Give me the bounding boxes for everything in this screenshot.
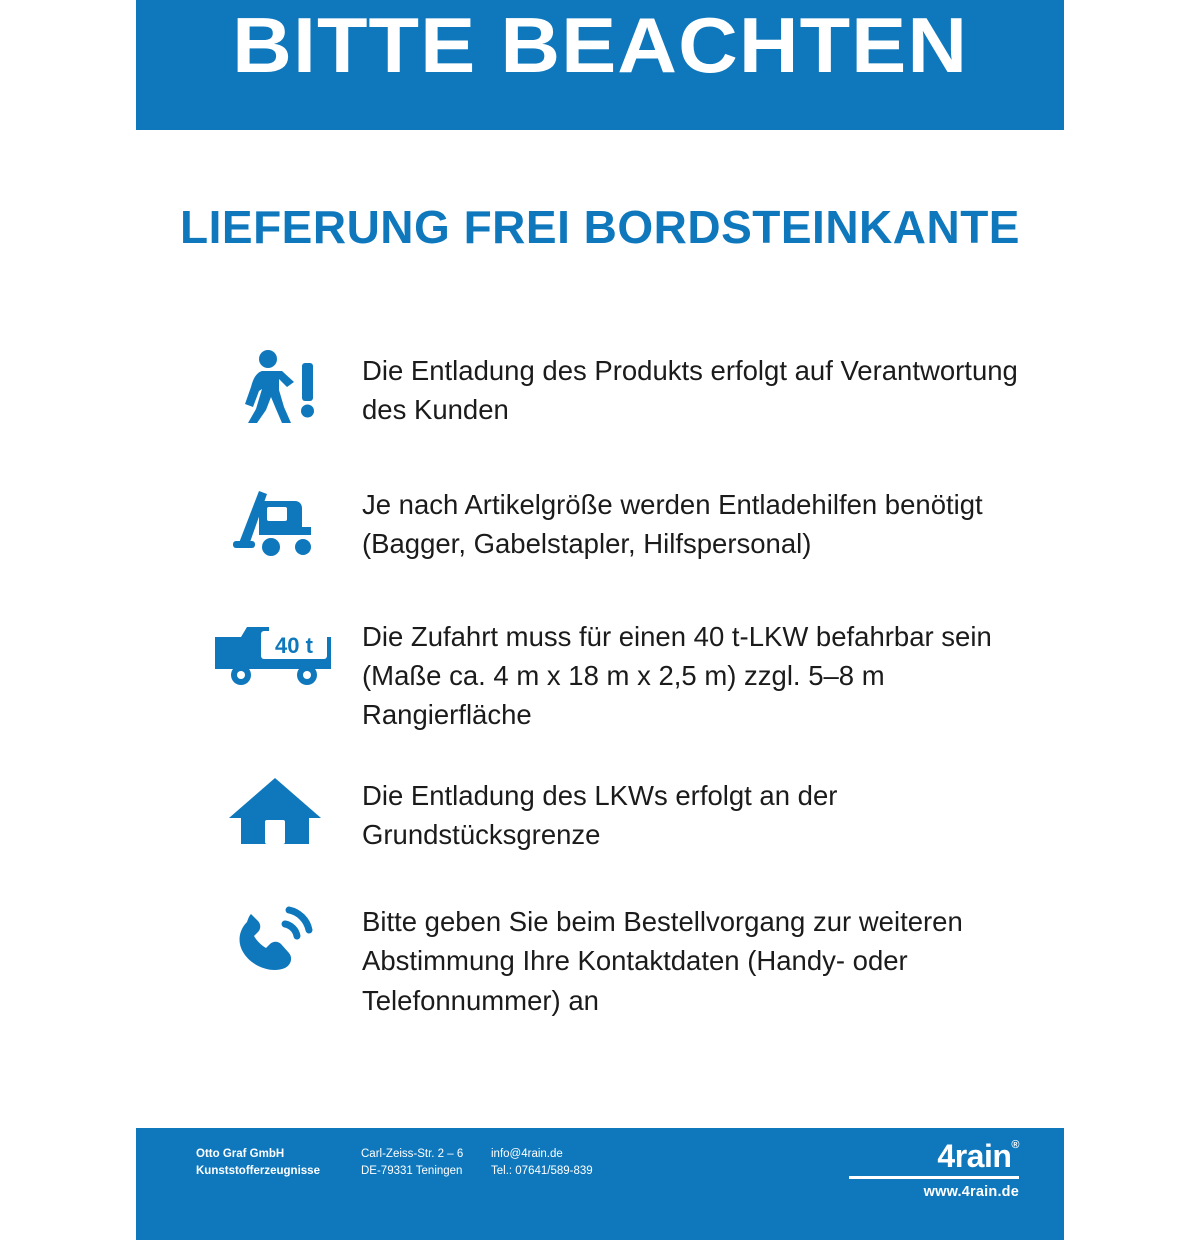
truck-icon xyxy=(200,611,350,691)
footer-phone: Tel.: 07641/589-839 xyxy=(491,1165,593,1178)
logo-divider xyxy=(849,1176,1019,1179)
list-item-text: Bitte geben Sie beim Bestellvorgang zur weiteren Abstimmung Ihre Kontaktdaten (Handy- oder Telefonnummer) an xyxy=(362,906,963,1016)
list-item xyxy=(200,611,1030,734)
list-item-text: Je nach Artikelgröße werden Entladehilfen benötigt (Bagger, Gabelstapler, Hilfspersonal) xyxy=(362,489,983,560)
logo-registered-mark: ® xyxy=(1011,1139,1019,1151)
footer-company xyxy=(196,1146,320,1181)
house-icon xyxy=(200,770,350,850)
footer-bar xyxy=(136,1128,1064,1240)
subtitle: LIEFERUNG FREI BORDSTEINKANTE xyxy=(180,201,1020,253)
footer-company-line2: Kunststofferzeugnisse xyxy=(196,1165,320,1178)
footer-company-line1: Otto Graf GmbH xyxy=(196,1148,285,1160)
page-title: BITTE BEACHTEN xyxy=(231,1,969,89)
pedestrian-warning-icon xyxy=(200,345,350,425)
list-item xyxy=(200,479,1030,563)
list-item xyxy=(200,770,1030,854)
list-item-text: Die Entladung des Produkts erfolgt auf Verantwortung des Kunden xyxy=(362,355,1018,426)
footer-address xyxy=(361,1146,463,1181)
brand-logo xyxy=(849,1140,1019,1200)
list-item xyxy=(200,896,1030,1019)
list-item-text: Die Entladung des LKWs erfolgt an der Grundstücksgrenze xyxy=(362,780,838,851)
notice-list xyxy=(200,345,1030,1062)
header-banner xyxy=(136,0,1064,130)
logo-url[interactable]: www.4rain.de xyxy=(923,1184,1019,1200)
truck-icon-label: 40 t xyxy=(275,633,313,659)
footer-address-line1: Carl-Zeiss-Str. 2 – 6 xyxy=(361,1148,464,1160)
phone-icon xyxy=(200,896,350,980)
list-item xyxy=(200,345,1030,429)
forklift-icon xyxy=(200,479,350,559)
footer-contact xyxy=(491,1146,593,1181)
footer-email[interactable]: info@4rain.de xyxy=(491,1148,563,1160)
logo-wordmark xyxy=(849,1140,1019,1172)
footer-address-line2: DE-79331 Teningen xyxy=(361,1165,463,1178)
list-item-text: Die Zufahrt muss für einen 40 t-LKW befahrbar sein (Maße ca. 4 m x 18 m x 2,5 m) zzgl. 5–8 m Rangierfläche xyxy=(362,621,992,731)
logo-text: 4rain xyxy=(937,1138,1012,1174)
